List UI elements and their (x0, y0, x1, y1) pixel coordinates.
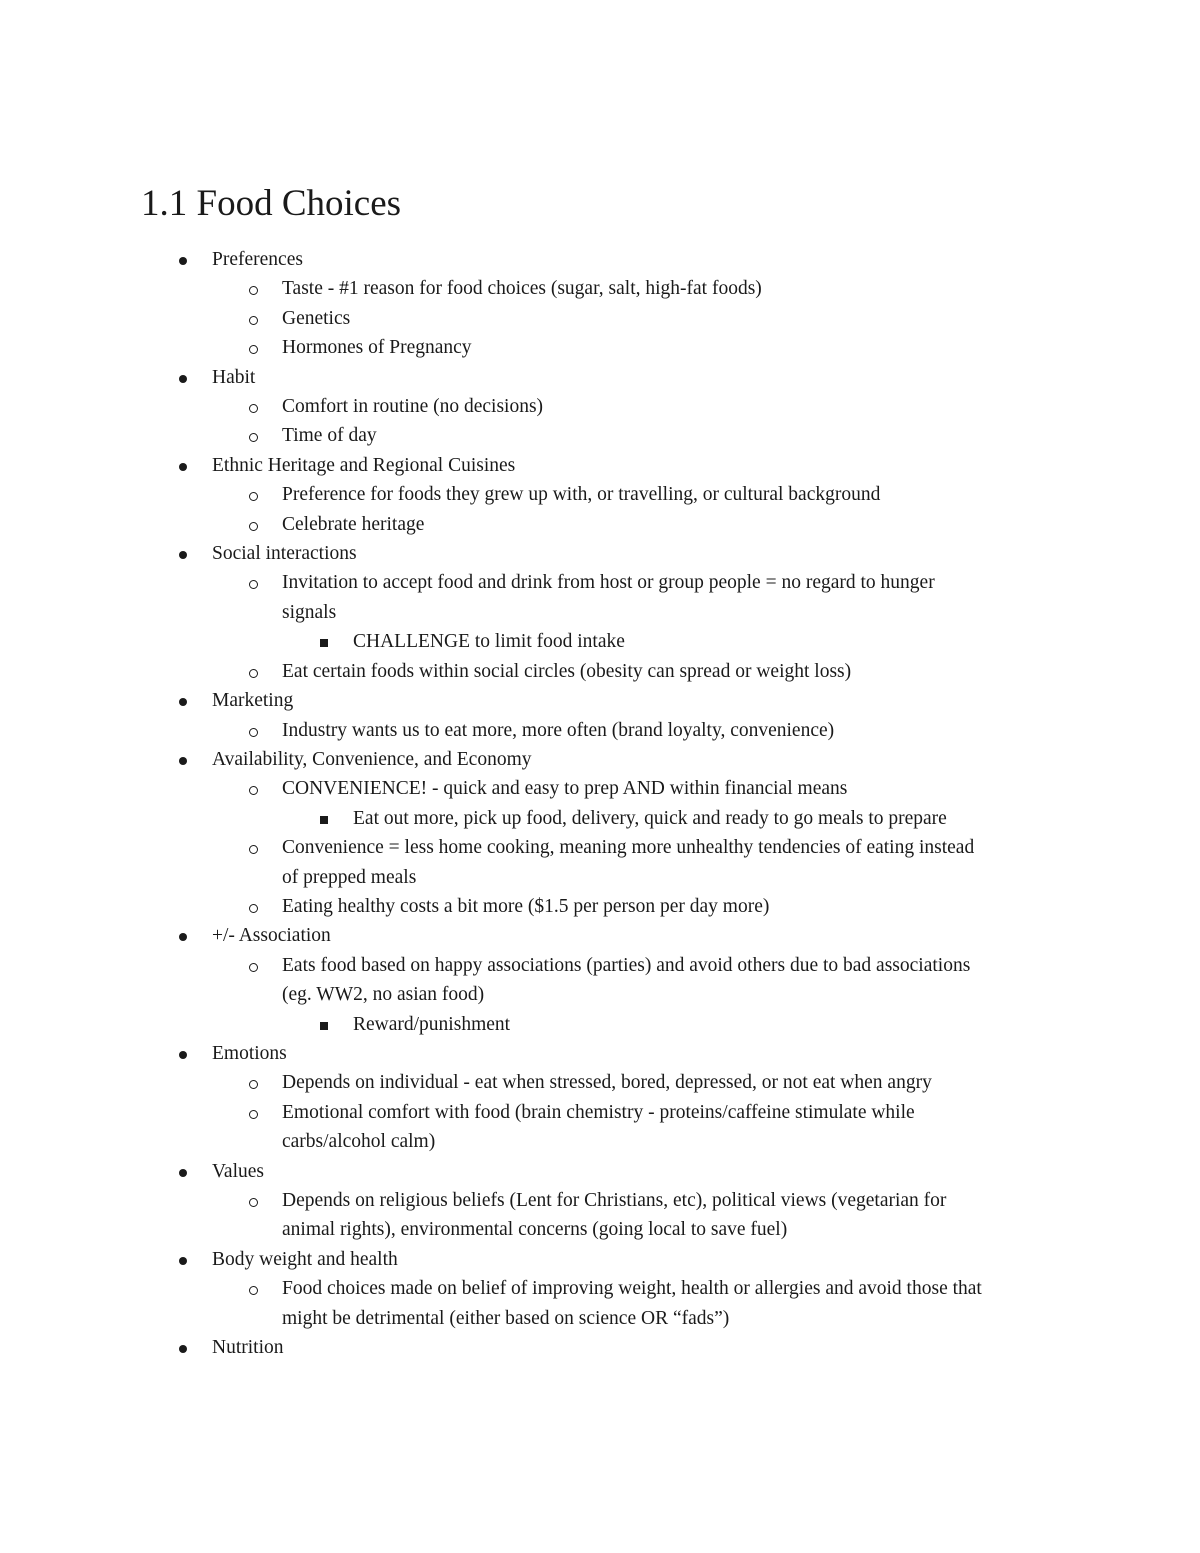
list-item-text: signals (282, 601, 337, 623)
list-item-level-1 (0, 1333, 1200, 1362)
list-item-text: carbs/alcohol calm) (282, 1131, 436, 1153)
filled-bullet-icon (179, 1051, 187, 1059)
list-item-text: Preference for foods they grew up with, or travelling, or cultural background (282, 484, 881, 506)
list-item-level-2 (0, 480, 1200, 509)
list-item-level-2 (0, 892, 1200, 921)
list-item-text: Availability, Convenience, and Economy (212, 748, 532, 770)
list-item-text: Ethnic Heritage and Regional Cuisines (212, 454, 516, 476)
filled-bullet-icon (179, 757, 187, 765)
list-item-text: Taste - #1 reason for food choices (sugar, salt, high-fat foods) (282, 278, 762, 300)
list-item-level-2 (0, 421, 1200, 450)
list-item-text: might be detrimental (either based on science OR “fads”) (282, 1307, 730, 1329)
list-item-text: Marketing (212, 690, 294, 712)
list-item-level-2 (0, 657, 1200, 686)
list-item-level-3 (0, 627, 1200, 656)
hollow-bullet-icon (249, 963, 258, 972)
list-item-text: Emotional comfort with food (brain chemistry - proteins/caffeine stimulate while (282, 1101, 915, 1123)
list-item-text: Eat certain foods within social circles (obesity can spread or weight loss) (282, 660, 852, 682)
list-item-text: animal rights), environmental concerns (going local to save fuel) (282, 1219, 788, 1241)
list-item-level-2 (0, 1068, 1200, 1097)
list-item-level-1 (0, 539, 1200, 568)
list-item-text: CHALLENGE to limit food intake (353, 631, 625, 653)
list-item-continuation (0, 980, 1200, 1009)
list-item-text: Time of day (282, 425, 377, 447)
filled-bullet-icon (179, 1345, 187, 1353)
filled-bullet-icon (179, 698, 187, 706)
list-item-text: Eat out more, pick up food, delivery, quick and ready to go meals to prepare (353, 807, 947, 829)
list-item-level-2 (0, 1274, 1200, 1303)
list-item-continuation (0, 863, 1200, 892)
list-item-level-1 (0, 1039, 1200, 1068)
list-item-text: Food choices made on belief of improving weight, health or allergies and avoid those that (282, 1278, 982, 1300)
page-title: 1.1 Food Choices (141, 183, 402, 224)
hollow-bullet-icon (249, 580, 258, 589)
list-item-text: Values (212, 1160, 264, 1182)
list-item-level-2 (0, 274, 1200, 303)
list-item-text: of prepped meals (282, 866, 417, 888)
list-item-text: Habit (212, 366, 256, 388)
hollow-bullet-icon (249, 1110, 258, 1119)
list-item-text: Invitation to accept food and drink from host or group people = no regard to hunger (282, 572, 935, 594)
list-item-continuation (0, 1304, 1200, 1333)
list-item-level-2 (0, 1186, 1200, 1215)
list-item-text: Celebrate heritage (282, 513, 425, 535)
filled-bullet-icon (179, 1169, 187, 1177)
hollow-bullet-icon (249, 433, 258, 442)
list-item-text: Preferences (212, 249, 303, 270)
list-item-continuation (0, 598, 1200, 627)
hollow-bullet-icon (249, 904, 258, 913)
list-item-level-2 (0, 333, 1200, 362)
hollow-bullet-icon (249, 786, 258, 795)
list-item-continuation (0, 1127, 1200, 1156)
list-item-level-1 (0, 1245, 1200, 1274)
list-item-text: Social interactions (212, 543, 357, 565)
list-item-level-2 (0, 774, 1200, 803)
list-item-text: Nutrition (212, 1337, 284, 1359)
list-item-text: Depends on individual - eat when stressed, bored, depressed, or not eat when angry (282, 1072, 932, 1094)
list-item-level-1 (0, 451, 1200, 480)
list-item-text: Body weight and health (212, 1248, 398, 1270)
hollow-bullet-icon (249, 845, 258, 854)
list-item-text: Genetics (282, 307, 351, 329)
hollow-bullet-icon (249, 286, 258, 295)
list-item-text: Depends on religious beliefs (Lent for Christians, etc), political views (vegetarian for (282, 1190, 947, 1211)
hollow-bullet-icon (249, 404, 258, 413)
list-item-level-2 (0, 833, 1200, 862)
list-item-level-2 (0, 568, 1200, 597)
list-item-level-1 (0, 363, 1200, 392)
list-item-text: Emotions (212, 1042, 287, 1064)
list-item-level-2 (0, 716, 1200, 745)
list-item-continuation (0, 1215, 1200, 1244)
list-item-level-2 (0, 951, 1200, 980)
hollow-bullet-icon (249, 1080, 258, 1089)
list-item-level-2 (0, 510, 1200, 539)
filled-bullet-icon (179, 463, 187, 471)
list-item-text: CONVENIENCE! - quick and easy to prep AND within financial means (282, 778, 848, 800)
filled-bullet-icon (179, 551, 187, 559)
filled-bullet-icon (179, 257, 187, 265)
list-item-text: +/- Association (212, 925, 331, 947)
bullet-outline (0, 245, 1200, 1362)
filled-bullet-icon (179, 375, 187, 383)
filled-bullet-icon (179, 933, 187, 941)
filled-bullet-icon (179, 1257, 187, 1265)
hollow-bullet-icon (249, 345, 258, 354)
list-item-level-1 (0, 245, 1200, 274)
list-item-level-1 (0, 921, 1200, 950)
list-item-level-2 (0, 1098, 1200, 1127)
list-item-level-2 (0, 392, 1200, 421)
hollow-bullet-icon (249, 1286, 258, 1295)
list-item-level-3 (0, 804, 1200, 833)
list-item-text: Hormones of Pregnancy (282, 337, 472, 359)
list-item-level-2 (0, 304, 1200, 333)
list-item-text: Comfort in routine (no decisions) (282, 396, 544, 418)
hollow-bullet-icon (249, 669, 258, 678)
list-item-text: Eating healthy costs a bit more ($1.5 per person per day more) (282, 895, 770, 917)
list-item-text: Eats food based on happy associations (parties) and avoid others due to bad associations (282, 954, 971, 976)
list-item-level-1 (0, 745, 1200, 774)
list-item-text: Convenience = less home cooking, meaning more unhealthy tendencies of eating instead (282, 837, 975, 859)
square-bullet-icon (320, 639, 328, 647)
list-item-level-1 (0, 1157, 1200, 1186)
square-bullet-icon (320, 816, 328, 824)
list-item-text: (eg. WW2, no asian food) (282, 984, 485, 1006)
list-item-text: Reward/punishment (353, 1013, 511, 1035)
hollow-bullet-icon (249, 316, 258, 325)
list-item-text: Industry wants us to eat more, more often (brand loyalty, convenience) (282, 719, 835, 741)
hollow-bullet-icon (249, 522, 258, 531)
square-bullet-icon (320, 1022, 328, 1030)
list-item-level-3 (0, 1010, 1200, 1039)
hollow-bullet-icon (249, 728, 258, 737)
hollow-bullet-icon (249, 492, 258, 501)
list-item-level-1 (0, 686, 1200, 715)
hollow-bullet-icon (249, 1198, 258, 1207)
